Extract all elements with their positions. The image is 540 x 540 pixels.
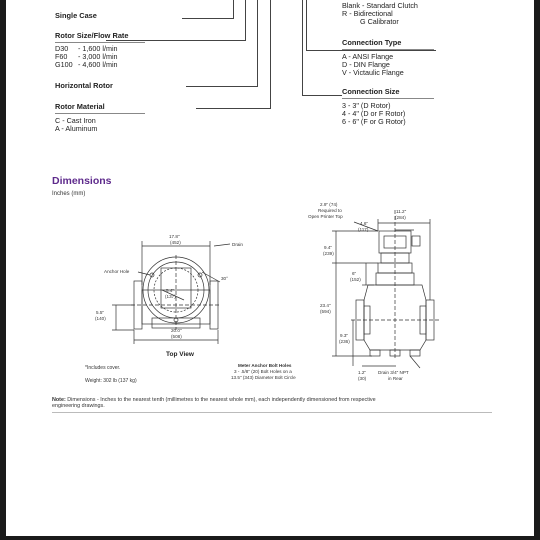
rotor-size-code-0: D30 [55, 44, 69, 53]
note-text-2: engineering drawings. [52, 403, 105, 410]
h5-label: 1.2" [358, 370, 367, 375]
connection-type-2: V - Victaulic Flange [342, 68, 404, 77]
weight-label: Weight: 302 lb (137 kg) [85, 378, 137, 384]
w2-label-mm: (117) [358, 227, 369, 232]
h4-label-mm: (236) [339, 339, 350, 344]
clutch-option-1: R - Bidirectional [342, 9, 393, 18]
anchor-bolt-line2: 13.5" (343) Diameter Bolt Circle [231, 375, 296, 380]
h4-label: 9.3" [340, 333, 349, 338]
top-clear-2: Open Printer Top [308, 214, 343, 219]
clutch-option-0: Blank - Standard Clutch [342, 1, 418, 10]
rotor-size-value-2: - 4,600 l/min [78, 60, 118, 69]
connection-type-heading: Connection Type [342, 38, 402, 47]
angle-label: 30° [221, 276, 228, 281]
center-label-mm: (137) [165, 294, 176, 299]
top-clear-1: Required to [318, 208, 342, 213]
h3-label-mm: (594) [320, 309, 331, 314]
note-text-1: Dimensions - Inches to the nearest tenth (millimetres to the nearest whole mm), each independently dimensioned from respective [65, 397, 376, 403]
drain-npt-0: Drain 3/4" NPT [378, 370, 409, 375]
connection-size-1: 4 - 4" (D or F Rotor) [342, 109, 406, 118]
dimensions-heading: Dimensions [52, 175, 112, 187]
bottom-label-mm: (508) [171, 334, 182, 339]
anchor-bolt-line1: 3 - .5/8" (20) Bolt Holes on a [234, 369, 292, 374]
clutch-option-2: G Calibrator [360, 17, 399, 26]
side-view-drawing [6, 0, 534, 536]
includes-cover-note: *Includes cover. [85, 365, 121, 371]
rotor-size-code-2: G100 [55, 60, 73, 69]
rotor-size-value-1: - 3,000 l/min [78, 52, 118, 61]
anchor-hole-label: Anchor Hole [104, 269, 130, 274]
h5-label-mm: (30) [358, 376, 367, 381]
connection-type-1: D - DIN Flange [342, 60, 390, 69]
h2-label-mm: (152) [350, 277, 361, 282]
rotor-size-value-0: - 1,600 l/min [78, 44, 118, 53]
rotor-material-heading: Rotor Material [55, 102, 105, 111]
rotor-size-code-1: F60 [55, 52, 68, 61]
w2-label: 4.6" [360, 221, 369, 226]
rotor-material-0: C - Cast Iron [55, 116, 96, 125]
h1-label: 9.4" [324, 245, 333, 250]
connection-size-0: 3 - 3" (D Rotor) [342, 101, 391, 110]
h1-label-mm: (239) [323, 251, 334, 256]
dimensions-units: Inches (mm) [52, 191, 86, 197]
connection-type-0: A - ANSI Flange [342, 52, 394, 61]
connection-size-heading: Connection Size [342, 87, 400, 96]
h3-label: 23.4" [320, 303, 331, 308]
side-label-mm: (140) [95, 316, 106, 321]
top-view-width-mm: (452) [170, 240, 181, 245]
h2-label: 6" [352, 271, 357, 276]
rotor-material-1: A - Aluminum [55, 124, 98, 133]
single-case-heading: Single Case [55, 11, 97, 20]
connection-size-2: 6 - 6" (F or G Rotor) [342, 117, 406, 126]
note-divider [52, 412, 492, 413]
width-top-mm: (284) [395, 215, 406, 220]
side-label: 5.5" [96, 310, 105, 315]
bottom-label: 20.0" [171, 328, 182, 333]
top-view-caption: Top View [166, 351, 194, 358]
width-top: 11.2" [396, 209, 407, 214]
document-page [6, 0, 534, 536]
rotor-size-heading: Rotor Size/Flow Rate [55, 31, 129, 40]
top-view-width-label: 17.8" [169, 234, 180, 239]
center-label: 5.4" [166, 288, 175, 293]
note-label: Note: [52, 397, 66, 403]
anchor-bolt-title: Meter Anchor Bolt Holes [238, 363, 292, 368]
drain-label: Drain [232, 242, 243, 247]
dimensions-note [52, 397, 492, 410]
top-clear-0: 2.9" (74) [320, 202, 338, 207]
drain-npt-1: in Rear [388, 376, 403, 381]
horizontal-rotor-heading: Horizontal Rotor [55, 81, 113, 90]
